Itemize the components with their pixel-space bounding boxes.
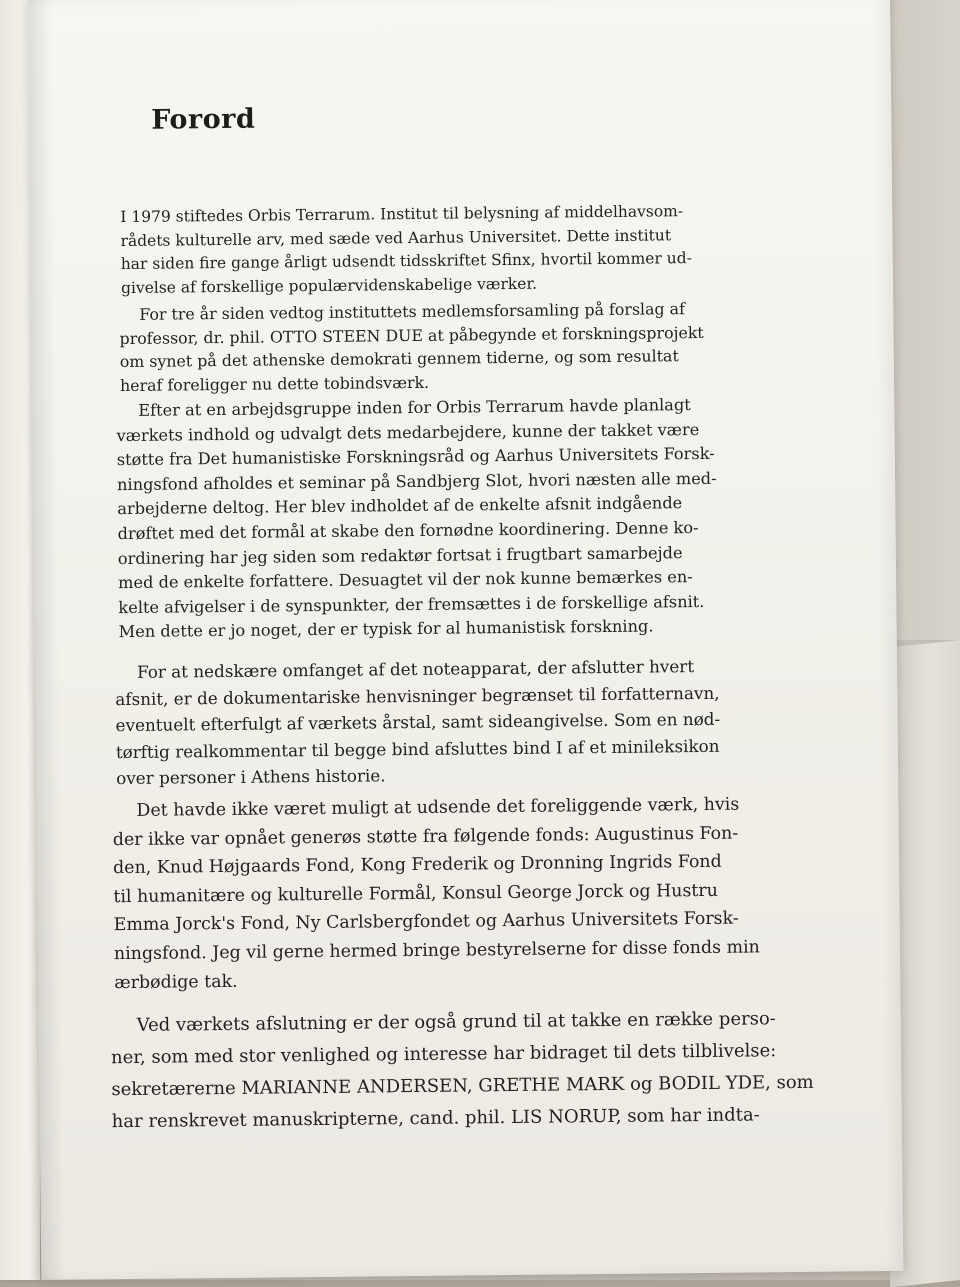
paragraph-line: har renskrevet manuskripterne, cand. phil. LIS NORUP, som har indta- [111, 1104, 760, 1133]
paragraph-line: eventuelt efterfulgt af værkets årstal, samt sideangivelse. Som en nød- [115, 708, 721, 736]
paragraph-line: om synet på det athenske demokrati gennem tiderne, og som resultat [119, 346, 679, 372]
paragraph-line: Ved værkets afslutning er der også grund til at takke en række perso- [136, 1008, 776, 1036]
paragraph-5 [112, 790, 814, 997]
paragraph-line: Efter at en arbejdsgruppe inden for Orbis Terrarum havde planlagt [138, 395, 691, 420]
paragraph-line: til humanitære og kulturelle Formål, Konsul George Jorck og Hustru [113, 880, 718, 907]
paragraph-line: heraf foreligger nu dette tobindsværk. [119, 372, 430, 395]
paragraph-line: professor, dr. phil. OTTO STEEN DUE at påbegynde et forskningsprojekt [119, 322, 704, 348]
paragraph-line: For at nedskære omfanget af det noteapparat, der afslutter hvert [136, 656, 695, 682]
paragraph-line: der ikke var opnået generøs støtte fra følgende fonds: Augustinus Fon- [112, 823, 739, 850]
paragraph-line: Emma Jorck's Fond, Ny Carlsbergfondet og Aarhus Universitets Forsk- [113, 908, 739, 936]
paragraph-6 [111, 1003, 842, 1139]
paragraph-line: har siden fire gange årligt udsendt tidsskriftet Sfinx, hvortil kommer ud- [120, 249, 692, 274]
paragraph-4 [115, 652, 786, 792]
paragraph-3 [116, 392, 759, 645]
paragraph-2 [119, 297, 740, 397]
paragraph-line: den, Knud Højgaards Fond, Kong Frederik og Dronning Ingrids Fond [112, 851, 722, 879]
paragraph-line: med de enkelte forfattere. Desuagtet vil der nok kunne bemærkes en- [118, 567, 693, 593]
paragraph-1 [120, 200, 731, 300]
book-page [28, 0, 903, 1280]
page-heading: Forord [151, 103, 256, 136]
paragraph-line: Men dette er jo noget, der er typisk for al humanistisk forskning. [118, 616, 654, 642]
paragraph-line: drøftet med det formål at skabe den fornødne koordinering. Denne ko- [117, 517, 699, 544]
paragraph-line: afsnit, er de dokumentariske henvisninger begrænset til forfatternavn, [115, 682, 720, 709]
paragraph-line: værkets indhold og udvalgt dets medarbejdere, kunne der takket være [116, 419, 700, 445]
paragraph-line: I 1979 stiftedes Orbis Terrarum. Institut til belysning af middelhavsom- [120, 202, 684, 227]
paragraph-line: arbejderne deltog. Her blev indholdet af de enkelte afsnit indgående [117, 493, 683, 519]
paragraph-line: tørftig realkommentar til begge bind afsluttes bind I af et minileksikon [115, 735, 720, 762]
paragraph-line: støtte fra Det humanistiske Forskningsråd og Aarhus Universitets Forsk- [116, 444, 715, 470]
paragraph-line: ningsfond afholdes et seminar på Sandbjerg Slot, hvori næsten alle med- [116, 468, 717, 494]
paragraph-line: Det havde ikke været muligt at udsende det foreliggende værk, hvis [136, 794, 740, 821]
paragraph-line: over personer i Athens historie. [116, 765, 386, 789]
paragraph-line: givelse af forskellige populærvidenskabelige værker. [120, 274, 538, 297]
paragraph-line: ærbødige tak. [114, 971, 238, 993]
paragraph-line: ner, som med stor venlighed og interesse har bidraget til dets tilblivelse: [110, 1040, 777, 1069]
paragraph-line: kelte afvigelser i de synspunkter, der fremsættes i de forskellige afsnit. [118, 591, 705, 617]
paragraph-line: For tre år siden vedtog instituttets medlemsforsamling på forslag af [139, 299, 685, 324]
page-content [28, 0, 903, 1280]
paragraph-line: ningsfond. Jeg vil gerne hermed bringe bestyrelserne for disse fonds min [113, 937, 760, 965]
paragraph-line: rådets kulturelle arv, med sæde ved Aarhus Universitet. Dette institut [120, 225, 672, 250]
paragraph-line: sekretærerne MARIANNE ANDERSEN, GRETHE MARK og BODIL YDE, som [111, 1071, 814, 1101]
paragraph-line: ordinering har jeg siden som redaktør fortsat i frugtbart samarbejde [117, 542, 683, 568]
